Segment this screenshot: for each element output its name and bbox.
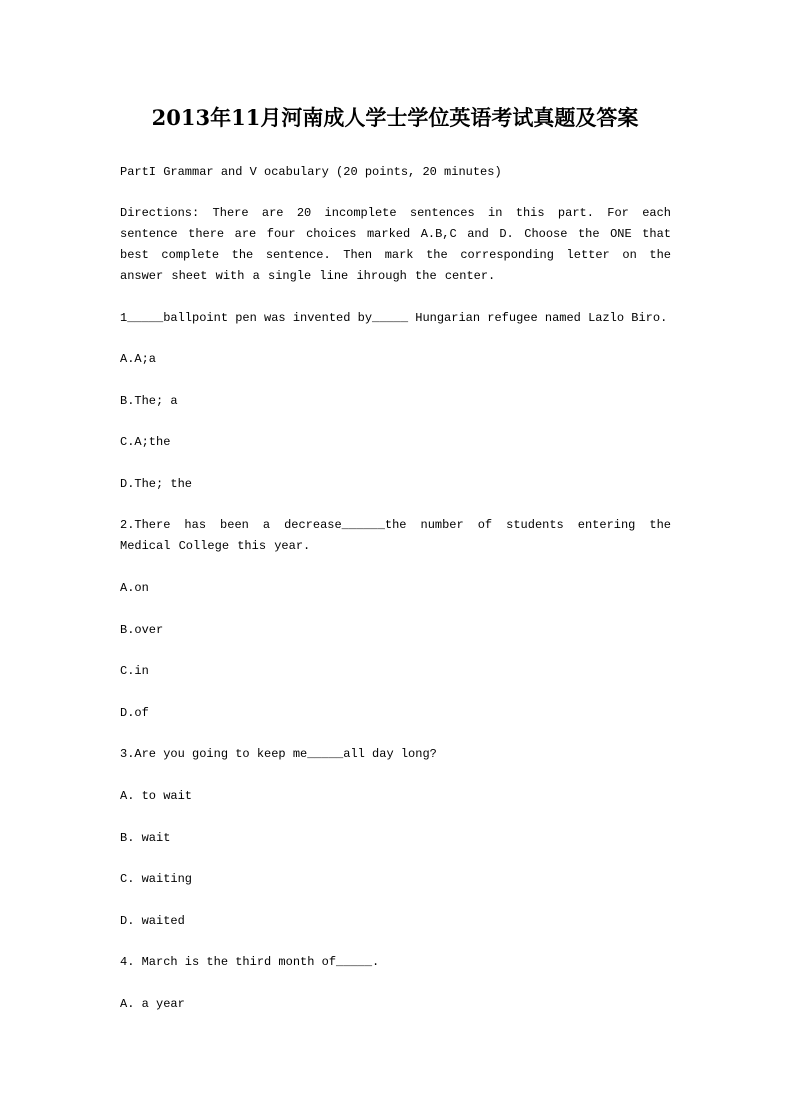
- question-2-option-c: C.in: [120, 664, 149, 678]
- question-2-option-d: D.of: [120, 706, 149, 720]
- part-heading: PartI Grammar and V ocabulary (20 points, 20 minutes): [120, 165, 502, 179]
- question-2-option-b: B.over: [120, 623, 164, 637]
- question-3-option-a: A. to wait: [120, 789, 193, 803]
- question-1-option-a: A.A;a: [120, 352, 157, 366]
- question-3-option-d: D. waited: [120, 914, 185, 928]
- question-3-option-c: C. waiting: [120, 872, 193, 886]
- question-1-stem: 1_____ballpoint pen was invented by_____ Hungarian refugee named Lazlo Biro.: [120, 311, 668, 325]
- directions-paragraph: Directions: There are 20 incomplete sentences in this part. For each sentence there are four choices marked A.B,C and D. Choose the ONE that best complete the sentence. Then mark the corresponding letter on the answer sheet with a single line ihrough the center.: [120, 206, 671, 283]
- question-1-option-d: D.The; the: [120, 477, 193, 491]
- question-4-option-a: A. a year: [120, 997, 185, 1011]
- question-3-stem: 3.Are you going to keep me_____all day long?: [120, 747, 437, 761]
- question-1-option-c: C.A;the: [120, 435, 171, 449]
- question-2-stem: 2.There has been a decrease______the number of students entering the Medical College this year.: [120, 518, 671, 553]
- question-3-option-b: B. wait: [120, 831, 171, 845]
- question-2-option-a: A.on: [120, 581, 149, 595]
- question-4-stem: 4. March is the third month of_____.: [120, 955, 380, 969]
- question-1-option-b: B.The; a: [120, 394, 178, 408]
- document-title: 2013年11月河南成人学士学位英语考试真题及答案: [151, 105, 639, 130]
